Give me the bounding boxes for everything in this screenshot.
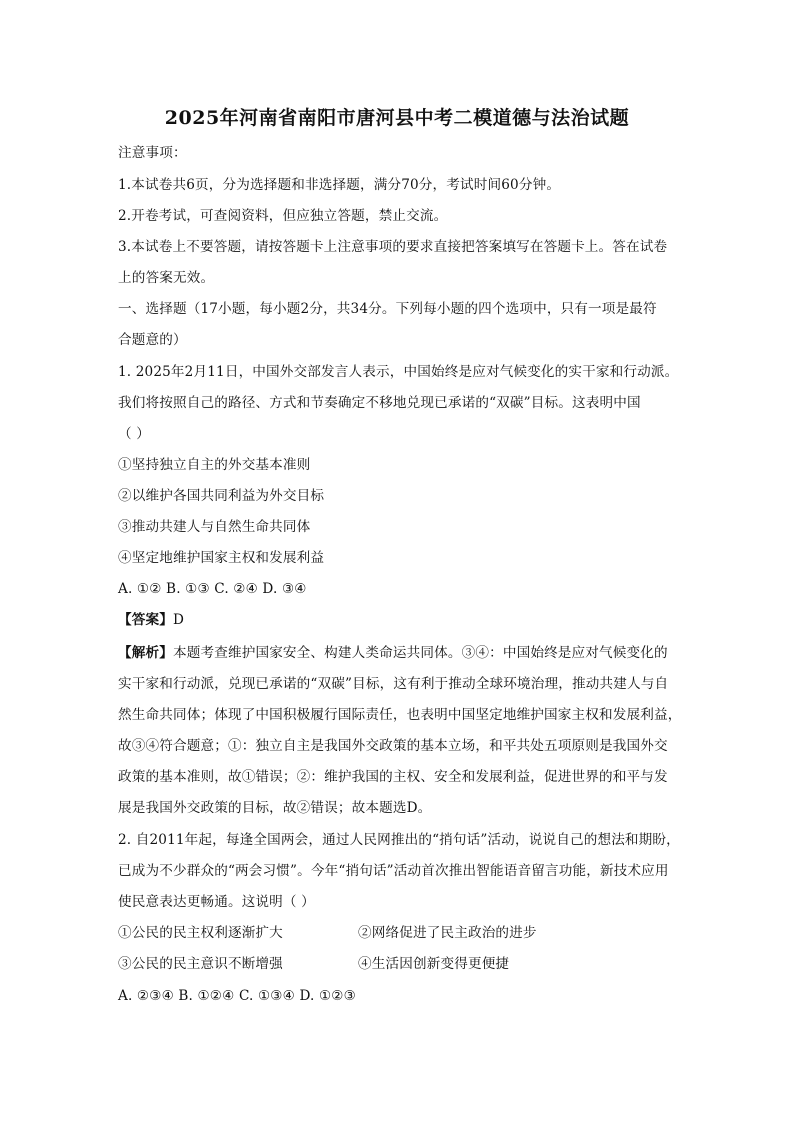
page-title: 2025年河南省南阳市唐河县中考二模道德与法治试题 [164,107,630,129]
question-2-options-row [118,923,678,943]
question-1-analysis: 展是我国外交政策的目标，故②错误；故本题选D。 [118,800,432,816]
section-heading: 一、选择题（17小题，每小题2分，共34分。下列每小题的四个选项中，只有一项是最符 [118,301,657,317]
notice-heading: 注意事项： [118,145,187,161]
notice-item: 3.本试卷上不要答题，请按答题卡上注意事项的要求直接把答案填写在答题卡上。答在试卷 [118,239,668,255]
question-1-option: ③推动共建人与自然生命共同体 [118,519,311,535]
question-1-stem: 1. 2025年2月11日，中国外交部发言人表示，中国始终是应对气候变化的实干家和行动派。 [118,364,679,380]
question-1-analysis [118,643,678,663]
question-2-option: ④生活因创新变得更便捷 [358,956,510,972]
question-1-stem: 我们将按照自己的路径、方式和节奏确定不移地兑现已承诺的“双碳”目标。这表明中国 [118,395,641,411]
question-2-stem: 已成为不少群众的“两会习惯”。今年“捎句话”活动首次推出智能语音留言功能，新技术应用 [118,863,669,879]
answer-label: 【答案】 [118,612,173,628]
question-2-option: ③公民的民主意识不断增强 [118,956,283,972]
question-2-choices: A. ②③④ B. ①②④ C. ①③④ D. ①②③ [118,988,356,1004]
question-1-answer [118,610,678,630]
question-2-option: ①公民的民主权利逐渐扩大 [118,925,283,941]
question-1-option: ④坚定地维护国家主权和发展利益 [118,550,325,566]
question-1-analysis: 实干家和行动派，兑现已承诺的“双碳”目标，这有利于推动全球环境治理，推动共建人与自 [118,676,669,692]
question-2-stem: 使民意表达更畅通。这说明（ ） [118,894,315,910]
question-1-analysis: 故③④符合题意；①：独立自主是我国外交政策的基本立场，和平共处五项原则是我国外交 [118,738,668,754]
section-heading-cont: 合题意的） [118,332,187,348]
analysis-label: 【解析】 [118,645,173,661]
question-1-analysis: 然生命共同体；体现了中国积极履行国际责任，也表明中国坚定地维护国家主权和发展利益， [118,707,682,723]
question-1-option: ①坚持独立自主的外交基本准则 [118,457,311,473]
answer-value: D [172,612,185,628]
question-2-options-row [118,954,678,974]
question-1-blank: （ ） [118,426,150,442]
analysis-text: 本题考查维护国家安全、构建人类命运共同体。③④：中国始终是应对气候变化的 [172,645,668,661]
notice-item: 1.本试卷共6页，分为选择题和非选择题，满分70分，考试时间60分钟。 [118,177,561,193]
question-2-stem: 2. 自2011年起，每逢全国两会，通过人民网推出的“捎句话”活动，说说自己的想法和期盼， [118,832,680,848]
question-1-choices: A. ①② B. ①③ C. ②④ D. ③④ [118,581,307,597]
question-1-analysis: 政策的基本准则，故①错误；②：维护我国的主权、安全和发展利益，促进世界的和平与发 [118,769,668,785]
notice-item: 上的答案无效。 [118,270,215,286]
question-1-option: ②以维护各国共同利益为外交目标 [118,488,325,504]
question-2-option: ②网络促进了民主政治的进步 [358,925,537,941]
notice-item: 2.开卷考试，可查阅资料，但应独立答题，禁止交流。 [118,208,448,224]
